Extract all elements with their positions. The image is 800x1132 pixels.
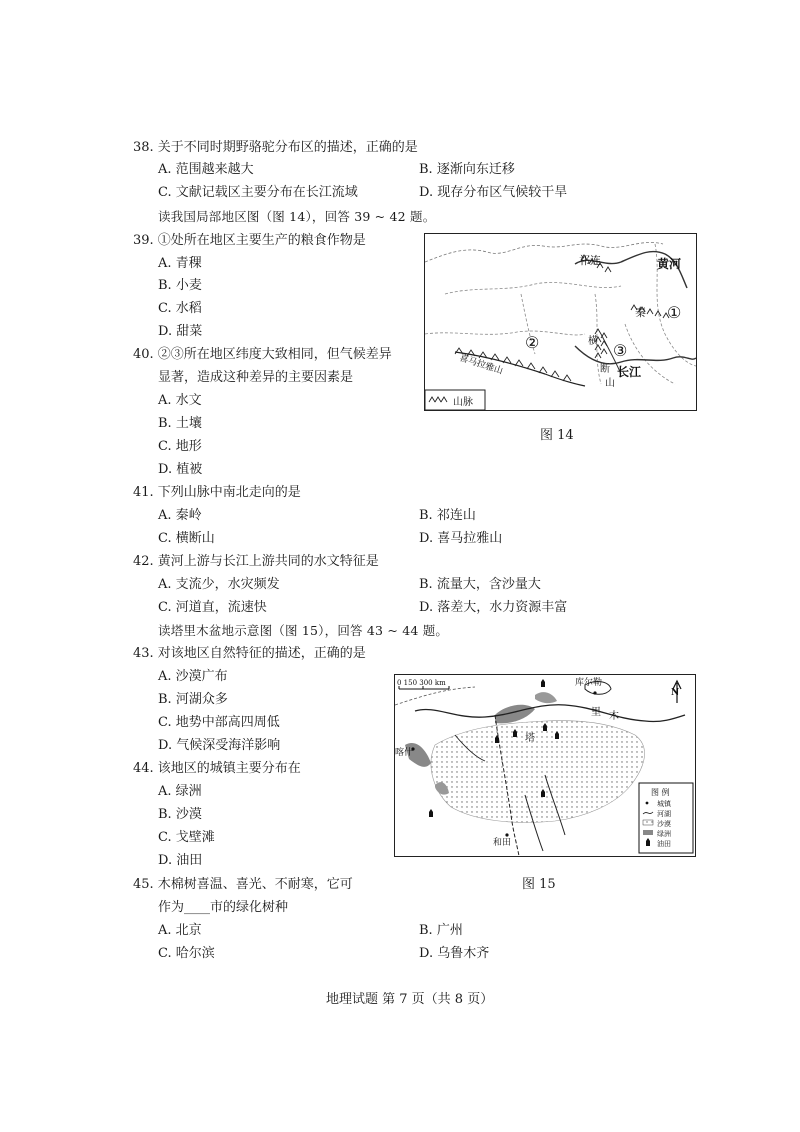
- q45-option-b: B. 广州: [419, 923, 463, 938]
- fig14-label-duan: 断: [600, 364, 610, 375]
- fig14-label-circle2: ②: [525, 333, 540, 352]
- figure-15-map: [394, 674, 696, 857]
- fig14-legend-mountain: 山脉: [453, 397, 473, 408]
- q44-option-b: B. 沙漠: [158, 807, 202, 822]
- fig14-label-changjiang: 长江: [617, 365, 642, 379]
- q42-option-c: C. 河道直，流速快: [158, 600, 267, 615]
- figure-14-map: [424, 233, 697, 411]
- fig15-legend-town: 城镇: [657, 800, 671, 808]
- q39-option-b: B. 小麦: [158, 278, 202, 293]
- fig15-label-kashi: 喀什: [395, 748, 414, 758]
- fig15-label-ta: 塔: [525, 733, 535, 744]
- q43-stem: 43. 对该地区自然特征的描述，正确的是: [133, 646, 366, 661]
- fig14-label-circle3: ③: [613, 341, 628, 360]
- fig15-legend-oasis: 绿洲: [657, 830, 671, 838]
- figure-14-drawing: [425, 234, 696, 410]
- fig14-label-heng: 横: [588, 336, 598, 347]
- q41-stem: 41. 下列山脉中南北走向的是: [133, 485, 301, 500]
- q42-stem: 42. 黄河上游与长江上游共同的水文特征是: [133, 554, 379, 569]
- fig14-label-himalaya: 喜马拉雅山: [458, 353, 504, 377]
- fig14-label-huanghe: 黄河: [657, 257, 682, 271]
- figure-14-caption: 图 14: [540, 428, 574, 443]
- q38-option-d: D. 现存分布区气候较干旱: [419, 185, 568, 200]
- fig15-legend-oilfield: 油田: [657, 840, 671, 848]
- fig14-label-qilian: 祁连: [579, 254, 601, 267]
- q42-option-b: B. 流量大，含沙量大: [419, 577, 541, 592]
- q40-stem-line1: 40. ②③所在地区纬度大致相同，但气候差异: [133, 347, 392, 362]
- q44-option-d: D. 油田: [158, 853, 203, 868]
- q43-option-d: D. 气候深受海洋影响: [158, 738, 281, 753]
- q39-stem: 39. ①处所在地区主要生产的粮食作物是: [133, 233, 366, 248]
- intro-fig15: 读塔里木盆地示意图（图 15），回答 43 ~ 44 题。: [158, 623, 449, 638]
- page-footer: 地理试题 第 7 页（共 8 页）: [326, 992, 494, 1007]
- q40-option-c: C. 地形: [158, 439, 202, 454]
- q39-option-a: A. 青稞: [158, 256, 202, 271]
- fig14-label-shan: 山: [605, 378, 615, 389]
- q41-option-c: C. 横断山: [158, 531, 215, 546]
- q40-stem-line2: 显著，造成这种差异的主要因素是: [158, 370, 354, 385]
- q45-stem-line2: 作为____市的绿化树种: [158, 900, 289, 915]
- q44-option-c: C. 戈壁滩: [158, 830, 215, 845]
- fig15-label-hetian: 和田: [493, 838, 512, 848]
- figure-15-drawing: [395, 675, 695, 856]
- q42-option-a: A. 支流少，水灾频发: [158, 577, 280, 592]
- q38-option-c: C. 文献记载区主要分布在长江流域: [158, 185, 358, 200]
- q39-option-d: D. 甜菜: [158, 324, 203, 339]
- fig14-label-circle1: ①: [667, 303, 682, 322]
- fig15-legend-title: 图 例: [651, 788, 670, 797]
- fig15-label-mu: 木: [609, 711, 619, 722]
- q40-option-b: B. 土壤: [158, 416, 202, 431]
- q43-option-b: B. 河湖众多: [158, 692, 228, 707]
- fig14-label-qin: 秦: [635, 306, 646, 319]
- q43-option-a: A. 沙漠广布: [158, 669, 228, 684]
- fig15-legend-river: 河湖: [657, 810, 671, 818]
- q44-stem: 44. 该地区的城镇主要分布在: [133, 761, 301, 776]
- q38-option-b: B. 逐渐向东迁移: [419, 162, 515, 177]
- fig15-label-li: 里: [591, 707, 601, 718]
- q38-option-a: A. 范围越来越大: [158, 162, 254, 177]
- q41-option-b: B. 祁连山: [419, 508, 476, 523]
- q45-option-a: A. 北京: [158, 923, 202, 938]
- fig15-north-label: N: [671, 688, 680, 698]
- q39-option-c: C. 水稻: [158, 301, 202, 316]
- fig15-scale: 0 150 300 km: [397, 679, 446, 687]
- q45-stem-line1: 45. 木棉树喜温、喜光、不耐寒，它可: [133, 877, 353, 892]
- intro-fig14: 读我国局部地区图（图 14），回答 39 ~ 42 题。: [158, 209, 436, 224]
- q42-option-d: D. 落差大，水力资源丰富: [419, 600, 568, 615]
- q40-option-d: D. 植被: [158, 462, 203, 477]
- fig15-legend-desert: 沙漠: [657, 820, 671, 828]
- q44-option-a: A. 绿洲: [158, 784, 202, 799]
- q43-option-c: C. 地势中部高四周低: [158, 715, 280, 730]
- figure-15-caption: 图 15: [522, 877, 556, 892]
- q45-option-c: C. 哈尔滨: [158, 946, 215, 961]
- q41-option-d: D. 喜马拉雅山: [419, 531, 503, 546]
- q45-option-d: D. 乌鲁木齐: [419, 946, 490, 961]
- q38-stem: 38. 关于不同时期野骆驼分布区的描述，正确的是: [133, 140, 418, 155]
- fig15-label-kuerle: 库尔勒: [575, 678, 603, 688]
- q40-option-a: A. 水文: [158, 393, 202, 408]
- q41-option-a: A. 秦岭: [158, 508, 202, 523]
